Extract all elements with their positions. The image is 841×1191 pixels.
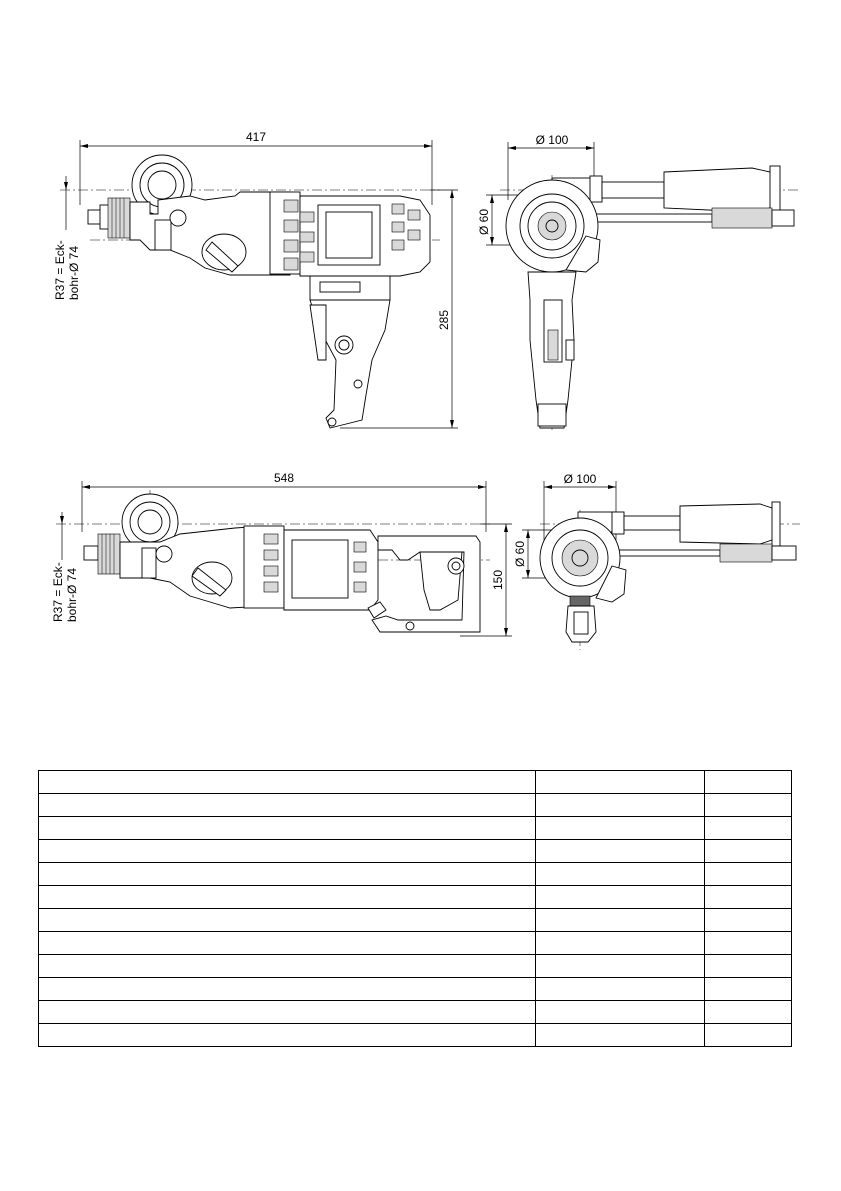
table-cell [39, 909, 536, 932]
svg-text:548: 548 [273, 471, 295, 485]
table-cell [39, 978, 536, 1001]
table-cell [39, 1001, 536, 1024]
table-cell [705, 909, 792, 932]
svg-text:R37 = Eck-: R37 = Eck- [51, 562, 65, 622]
corner-radius-label-bottom [51, 512, 79, 622]
table-cell [39, 794, 536, 817]
table-cell [39, 771, 536, 794]
table-cell [705, 794, 792, 817]
table-cell [705, 978, 792, 1001]
svg-text:150: 150 [491, 569, 505, 591]
table-cell [39, 886, 536, 909]
table-cell [705, 817, 792, 840]
table-cell [536, 978, 705, 1001]
table-cell [536, 840, 705, 863]
table-cell [536, 886, 705, 909]
table-cell [39, 1024, 536, 1047]
svg-text:R37 = Eck-: R37 = Eck- [53, 240, 67, 300]
table-cell [39, 840, 536, 863]
table-cell [39, 817, 536, 840]
drill-drawing-bottom [0, 450, 841, 670]
svg-text:bohr-Ø 74: bohr-Ø 74 [65, 567, 79, 622]
table-row [39, 909, 792, 932]
table-cell [536, 1024, 705, 1047]
svg-text:Ø 60: Ø 60 [477, 208, 491, 236]
table-cell [536, 817, 705, 840]
table-cell [39, 932, 536, 955]
table-row [39, 955, 792, 978]
table-row [39, 1024, 792, 1047]
table-cell [705, 886, 792, 909]
table-cell [705, 840, 792, 863]
svg-text:Ø 100: Ø 100 [535, 133, 569, 147]
table-row [39, 932, 792, 955]
table-row [39, 794, 792, 817]
dim-length-label: 417 [245, 130, 267, 144]
table-cell [536, 955, 705, 978]
spec-table-body [39, 771, 792, 1047]
drill-drawing-top [0, 0, 841, 450]
table-cell [705, 863, 792, 886]
dim-height-label: 285 [437, 309, 451, 331]
table-cell [705, 771, 792, 794]
table-cell [536, 1001, 705, 1024]
drill-front-view [506, 166, 794, 428]
table-row [39, 840, 792, 863]
table-cell [39, 955, 536, 978]
table-cell [39, 863, 536, 886]
table-cell [536, 771, 705, 794]
drill-side-view-long [84, 494, 480, 632]
spec-table [38, 770, 792, 1047]
table-row [39, 771, 792, 794]
table-cell [536, 932, 705, 955]
table-cell [536, 794, 705, 817]
table-row [39, 817, 792, 840]
table-cell [705, 932, 792, 955]
svg-text:Ø 60: Ø 60 [513, 540, 527, 568]
table-row [39, 1001, 792, 1024]
table-row [39, 863, 792, 886]
table-row [39, 886, 792, 909]
table-cell [536, 863, 705, 886]
table-cell [705, 1001, 792, 1024]
table-cell [705, 955, 792, 978]
drill-front-view-bottom [540, 502, 796, 642]
table-row [39, 978, 792, 1001]
svg-text:Ø 100: Ø 100 [563, 472, 597, 486]
corner-radius-label-top [53, 176, 81, 300]
svg-text:bohr-Ø 74: bohr-Ø 74 [67, 245, 81, 300]
table-cell [536, 909, 705, 932]
drill-side-view [88, 155, 430, 428]
table-cell [705, 1024, 792, 1047]
